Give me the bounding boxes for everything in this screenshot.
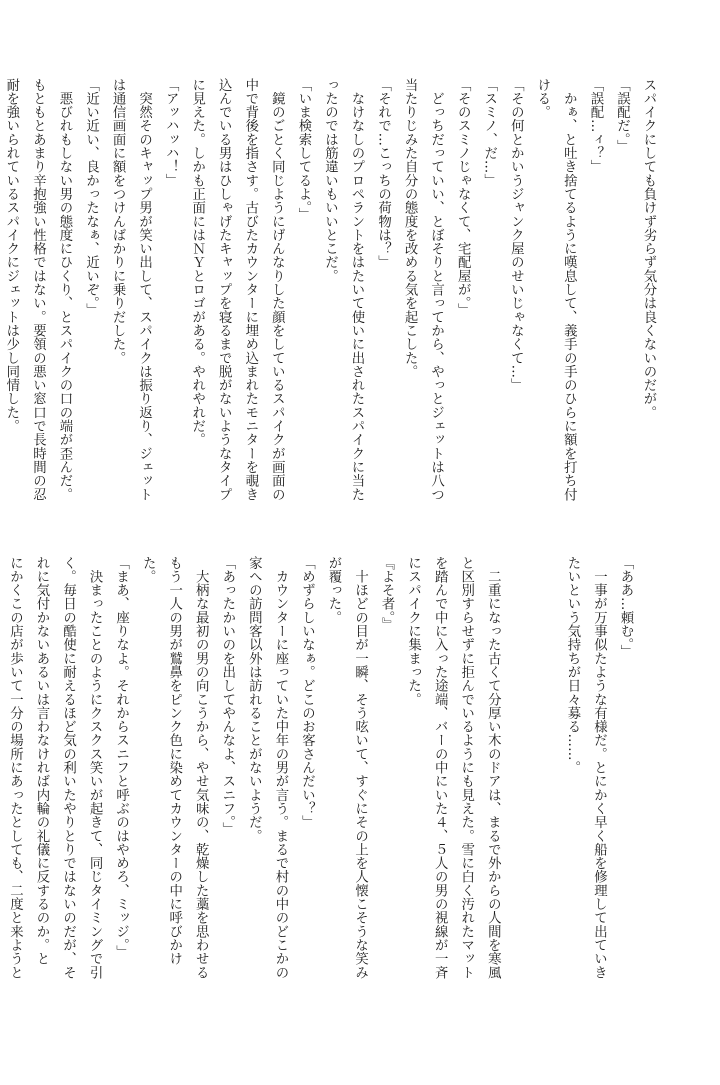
text-line: を踏んで中に入った途端、バーの中にいた４、５人の男の視線が一斉 — [432, 556, 448, 980]
text-line: かぁ、と吐き捨てるように嘆息して、義手の手のひらに額を打ち付 — [561, 78, 577, 502]
text-line: く。毎日の酷使に耐えるほど気の利いたやりとりではないのだが、そ — [60, 556, 76, 980]
text-line: 『よそ者。』 — [379, 556, 395, 632]
text-line: 「近い近い、良かったなぁ、近いぞ。」 — [83, 78, 99, 317]
text-line: 耐を強いられているスパイクにジェットは少し同情した。 — [3, 78, 19, 433]
text-line: 二重になった古くて分厚い木のドアは、まるで外からの人間を寒風 — [485, 556, 501, 980]
text-line: た。 — [140, 556, 156, 584]
text-line: 「誤配だ。」 — [614, 78, 630, 154]
text-line: 大柄な最初の男の向こうから、やせ気味の、乾燥した藁を思わせる — [193, 556, 209, 980]
text-line: ける。 — [534, 78, 550, 119]
text-line: どっちだっていい、とぼそりと言ってから、やっとジェットは八つ — [428, 78, 444, 502]
text-line: なけなしのプロペラントをはたいて使いに出されたスパイクに当た — [348, 78, 364, 502]
text-line: 鏡のごとく同じようにげんなりした顔をしているスパイクが画面の — [269, 78, 285, 502]
text-line: 家への訪問客以外は訪れることがないようだ。 — [246, 556, 262, 843]
text-line: にかくこの店が歩いて一分の場所にあったとしても、二度と来ようと — [7, 556, 23, 980]
text-line: 「ああ…頼む。」 — [618, 556, 633, 659]
text-line: に見えた。しかも正面にはＮＹとロゴがある。やれやれだ。 — [189, 78, 205, 447]
text-line: たいという気持ちが日々募る……。 — [564, 556, 580, 775]
text-line: 「いま検索してるよ。」 — [295, 78, 311, 222]
text-line: れに気付かないあるいは言わなければ内輪の礼儀に反するのか。と — [33, 556, 49, 966]
text-line: 「アッハッハ！」 — [163, 78, 179, 188]
text-line: 「あったかいのを出してやんなよ、スニフ。」 — [219, 556, 235, 836]
text-line: 「誤配…ィ？」 — [587, 78, 603, 174]
text-line: 当たりじみた自分の態度を改める気を起こした。 — [402, 78, 418, 379]
text-line: 決まったことのようにクスクス笑いが起きて、同じタイミングで引 — [87, 556, 103, 980]
text-line: は通信画面に額をつけんばかりに乗りだした。 — [110, 78, 126, 365]
text-line: もう一人の男が鷲鼻をピンク色に染めてカウンターの中に呼びかけ — [166, 556, 182, 966]
text-line: 突然そのキャップ男が笑い出して、スパイクは振り返り、ジェット — [136, 78, 152, 502]
text-line: 「それで…こっちの荷物は？」 — [375, 78, 391, 270]
text-line: 「スミノ、だ…」 — [481, 78, 497, 188]
text-line: もともとあまり辛抱強い性格ではない。要領の悪い窓口で長時間の忍 — [30, 78, 46, 502]
text-line: 中で背後を指さす。古びたカウンターに埋め込まれたモニターを覗き — [242, 78, 258, 502]
text-line: ったのでは筋違いもいいとこだ。 — [322, 78, 338, 283]
text-line — [532, 556, 559, 1006]
text-line: 一事が万事似たような有様だ。とにかく早く船を修理して出ていき — [591, 556, 607, 980]
text-line: が覆った。 — [325, 556, 341, 625]
lower-text-block — [7, 556, 638, 1006]
text-line: 「まあ、座りなよ。それからスニフと呼ぶのはやめろ、ミッジ。」 — [113, 556, 129, 959]
text-line: 「そのスミノじゃなくて、宅配屋が。」 — [455, 78, 471, 317]
text-line: 十ほどの目が一瞬、そう呟いて、すぐにその上を人懐こそうな笑み — [352, 556, 368, 980]
text-line — [505, 556, 532, 1006]
text-line: にスパイクに集まった。 — [405, 556, 421, 707]
text-line: 込んでいる男はひしゃげたキャップを寝るまで脱がないようなタイプ — [216, 78, 232, 502]
text-line: カウンターに座っていた中年の男が言う。まるで村の中のどこかの — [272, 556, 288, 980]
upper-text-block — [3, 78, 661, 528]
text-line: 「その何とかいうジャンク屋のせいじゃなくて…」 — [508, 78, 524, 392]
text-line: と区別すらせずに拒んでいるようにも見えた。雪に白く汚れたマット — [458, 556, 474, 980]
text-line: 「めずらしいなぁ。どこのお客さんだい？」 — [299, 556, 315, 829]
text-line: スパイクにしても負けず劣らず気分は良くないのだが。 — [641, 78, 656, 420]
text-line: 悪びれもしない男の態度にひくり、とスパイクの口の端が歪んだ。 — [56, 78, 72, 502]
